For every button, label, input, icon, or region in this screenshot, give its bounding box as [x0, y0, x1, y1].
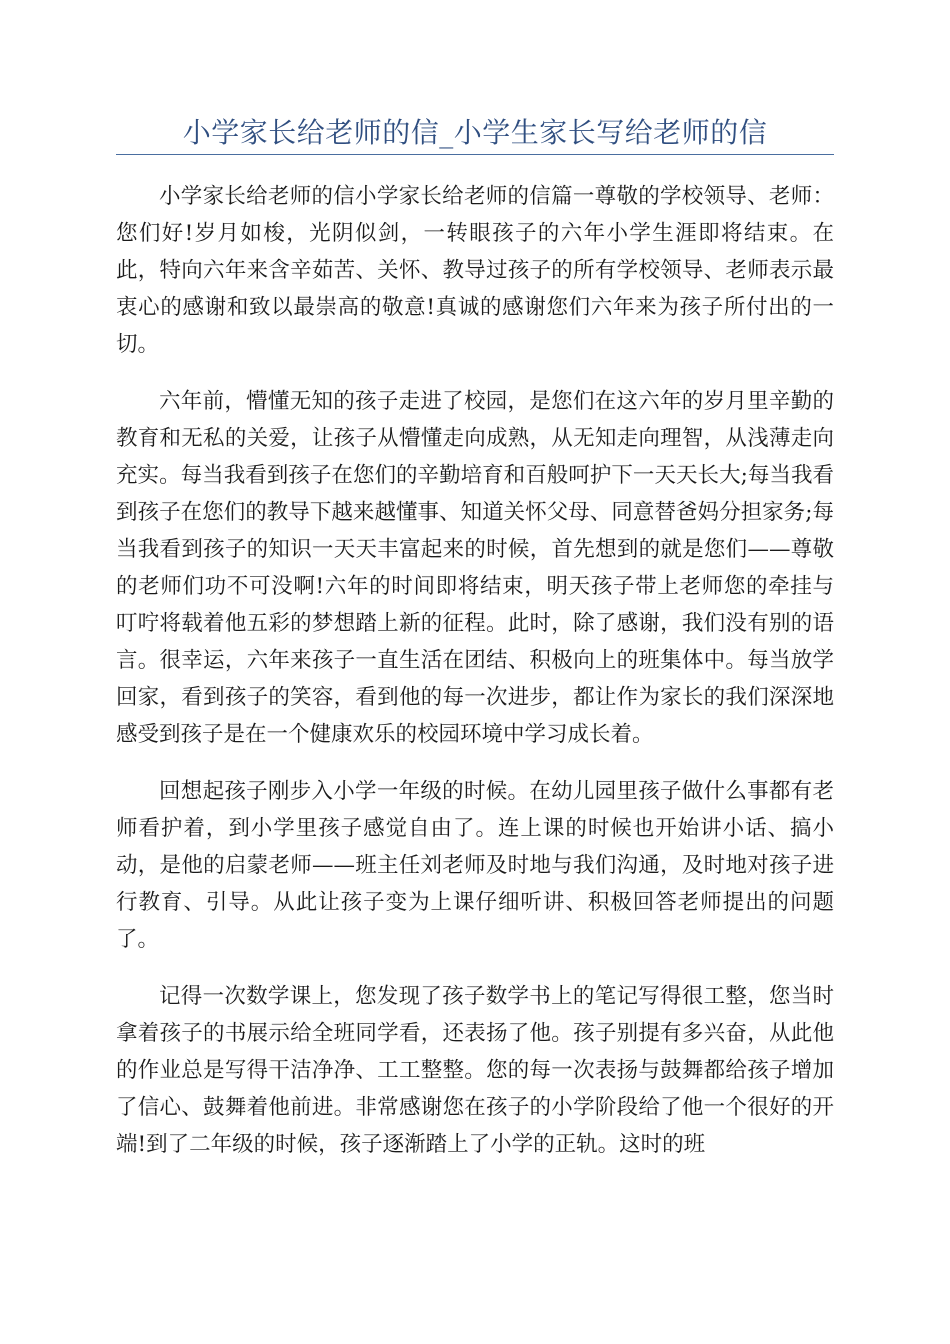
- paragraph-2: 六年前，懵懂无知的孩子走进了校园，是您们在这六年的岁月里辛勤的教育和无私的关爱，让孩子从懵懂走向成熟，从无知走向理智，从浅薄走向充实。每当我看到孩子在您们的辛勤培育和百般呵护下一天天长大;每当我看到孩子在您们的教导下越来越懂事、知道关怀父母、同意替爸妈分担家务;每当我看到孩子的知识一天天丰富起来的时候，首先想到的就是您们——尊敬的老师们功不可没啊!六年的时间即将结束，明天孩子带上老师您的牵挂与叮咛将载着他五彩的梦想踏上新的征程。此时，除了感谢，我们没有别的语言。很幸运，六年来孩子一直生活在团结、积极向上的班集体中。每当放学回家，看到孩子的笑容，看到他的每一次进步，都让作为家长的我们深深地感受到孩子是在一个健康欢乐的校园环境中学习成长着。: [116, 389, 834, 747]
- document-title: 小学家长给老师的信_小学生家长写给老师的信: [182, 116, 768, 149]
- paragraph-1: 小学家长给老师的信小学家长给老师的信篇一尊敬的学校领导、老师： 您们好!岁月如梭，光阴似剑，一转眼孩子的六年小学生涯即将结束。在此，特向六年来含辛茹苦、关怀、教导过孩子的所有学校领导、老师表示最衷心的感谢和致以最崇高的敬意!真诚的感谢您们六年来为孩子所付出的一切。: [116, 184, 834, 357]
- paragraph-3: 回想起孩子刚步入小学一年级的时候。在幼儿园里孩子做什么事都有老师看护着，到小学里孩子感觉自由了。连上课的时候也开始讲小话、搞小动，是他的启蒙老师——班主任刘老师及时地与我们沟通，及时地对孩子进行教育、引导。从此让孩子变为上课仔细听讲、积极回答老师提出的问题了。: [116, 779, 834, 952]
- document-body: [116, 178, 834, 1183]
- paragraph-4: 记得一次数学课上，您发现了孩子数学书上的笔记写得很工整，您当时拿着孩子的书展示给全班同学看，还表扬了他。孩子别提有多兴奋，从此他的作业总是写得干洁净净、工工整整。您的每一次表扬与鼓舞都给孩子增加了信心、鼓舞着他前进。非常感谢您在孩子的小学阶段给了他一个很好的开端!到了二年级的时候，孩子逐渐踏上了小学的正轨。这时的班: [116, 984, 834, 1157]
- title-underline: [116, 154, 834, 155]
